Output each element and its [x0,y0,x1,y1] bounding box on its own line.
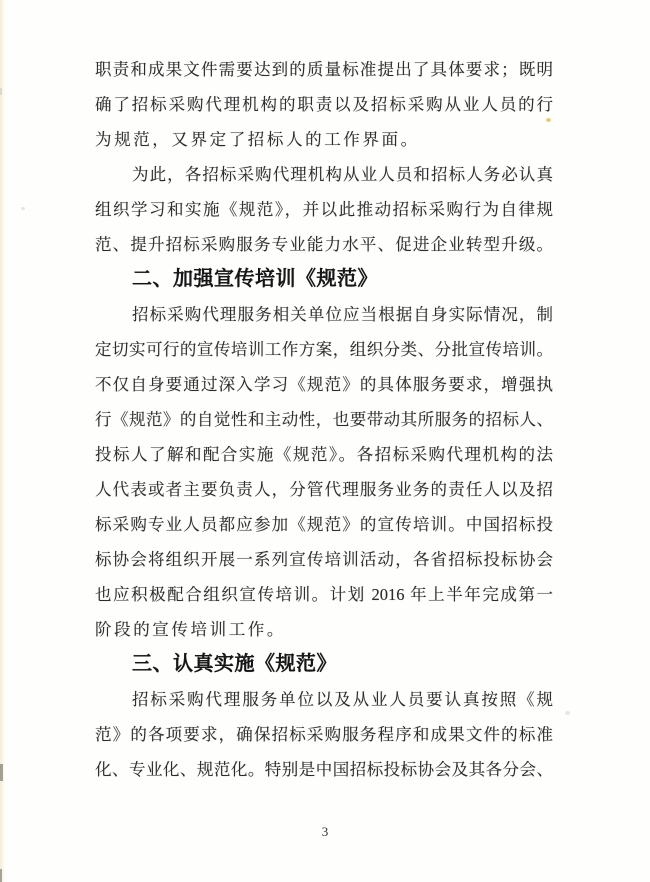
text-line: 行《规范》的自觉性和主动性，也要带动其所服务的招标人、 [95,410,553,429]
text-line: 投标人了解和配合实施《规范》。各招标采购代理机构的法 [95,445,553,464]
text-line: 阶段的宣传培训工作。 [95,620,286,639]
scan-edge-mark [0,88,2,95]
scan-edge-artifact [0,0,5,882]
page-number: 3 [321,824,329,839]
text-line: 范》的各项要求，确保招标采购服务程序和成果文件的标准 [95,725,553,744]
text-line: 标采购专业人员都应参加《规范》的宣传培训。中国招标投 [95,515,553,534]
scan-edge-mark [0,764,3,781]
text-line: 范、提升招标采购服务专业能力水平、促进企业转型升级。 [95,235,553,254]
text-line: 招标采购代理服务相关单位应当根据自身实际情况，制 [132,305,553,324]
scan-edge-mark [0,869,2,882]
text-line: 为规范，又界定了招标人的工作界面。 [95,130,420,149]
section-heading-3: 三、认真实施《规范》 [132,653,337,675]
text-line: 标协会将组织开展一系列宣传培训活动，各省招标投标协会 [95,550,553,569]
scan-speck-right [565,711,570,715]
scan-speck-left [21,207,25,210]
text-line: 职责和成果文件需要达到的质量标准提出了具体要求；既明 [95,60,553,79]
text-line: 化、专业化、规范化。特别是中国招标投标协会及其各分会、 [95,760,553,779]
text-line: 不仅自身要通过深入学习《规范》的具体服务要求，增强执 [95,375,553,394]
text-line: 人代表或者主要负责人，分管代理服务业务的责任人以及招 [95,480,553,499]
text-line: 为此，各招标采购代理机构从业人员和招标人务必认真 [132,165,553,184]
section-heading-2: 二、加强宣传培训《规范》 [132,268,378,290]
text-line: 确了招标采购代理机构的职责以及招标采购从业人员的行 [95,95,553,114]
text-line: 定切实可行的宣传培训工作方案，组织分类、分批宣传培训。 [95,340,553,359]
text-line: 也应积极配合组织宣传培训。计划 2016 年上半年完成第一 [95,585,553,604]
document-body [95,52,553,787]
text-line: 组织学习和实施《规范》，并以此推动招标采购行为自律规 [95,200,553,219]
text-line: 招标采购代理服务单位以及从业人员要认真按照《规 [132,690,553,709]
